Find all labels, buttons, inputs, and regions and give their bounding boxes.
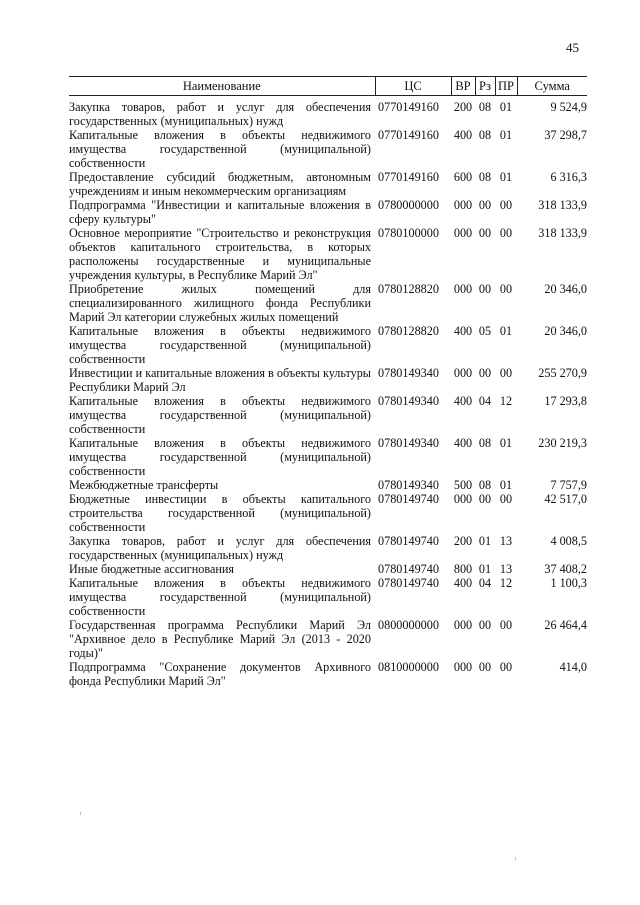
cell-rz: 00: [478, 660, 492, 674]
cell-sum: 6 316,3: [550, 170, 587, 184]
cell-cs: 0780149340: [378, 394, 439, 408]
cell-cs: 0770149160: [378, 128, 439, 142]
cell-name: Подпрограмма "Инвестиции и капитальные вложения в сферу культуры": [69, 198, 371, 226]
cell-name: Капитальные вложения в объекты недвижимого имущества государственной (муниципальной) собственности: [69, 128, 371, 170]
table-row: [69, 128, 587, 170]
cell-sum: 7 757,9: [550, 478, 587, 492]
cell-sum: 26 464,4: [544, 618, 587, 632]
table-row: [69, 478, 587, 492]
header-cs: ЦС: [375, 77, 451, 96]
header-vr: ВР: [451, 77, 475, 96]
cell-name: Капитальные вложения в объекты недвижимого имущества государственной (муниципальной) собственности: [69, 576, 371, 618]
cell-name: Подпрограмма "Сохранение документов Архивного фонда Республики Марий Эл": [69, 660, 371, 688]
cell-sum: 9 524,9: [550, 100, 587, 114]
cell-rz: 00: [478, 282, 492, 296]
cell-name: Межбюджетные трансферты: [69, 478, 219, 492]
scan-speck: [515, 857, 516, 860]
table-row: [69, 436, 587, 478]
cell-rz: 08: [478, 478, 492, 492]
cell-rz: 00: [478, 366, 492, 380]
header-name: Наименование: [69, 77, 375, 96]
cell-vr: 000: [453, 618, 473, 632]
table-header-row: [69, 77, 587, 96]
cell-pr: 13: [499, 562, 513, 576]
cell-vr: 600: [453, 170, 473, 184]
cell-cs: 0780149740: [378, 492, 439, 506]
cell-name: Закупка товаров, работ и услуг для обеспечения государственных (муниципальных) нужд: [69, 534, 371, 562]
table-row: [69, 96, 587, 129]
cell-pr: 01: [499, 436, 513, 450]
cell-sum: 318 133,9: [538, 226, 587, 240]
cell-name: Основное мероприятие "Строительство и реконструкция объектов капитального строительства, в которых расположены государственные и муниципальные учреждения культуры, в Республике Марий Эл": [69, 226, 371, 282]
cell-name: Закупка товаров, работ и услуг для обеспечения государственных (муниципальных) нужд: [69, 100, 371, 128]
cell-cs: 0770149160: [378, 170, 439, 184]
cell-rz: 08: [478, 128, 492, 142]
table-row: [69, 576, 587, 618]
cell-vr: 400: [453, 394, 473, 408]
cell-name: Капитальные вложения в объекты недвижимого имущества государственной (муниципальной) собственности: [69, 436, 371, 478]
cell-cs: 0770149160: [378, 100, 439, 114]
cell-rz: 01: [478, 534, 492, 548]
cell-vr: 000: [453, 660, 473, 674]
cell-cs: 0780000000: [378, 198, 439, 212]
cell-vr: 400: [453, 436, 473, 450]
cell-pr: 12: [499, 576, 513, 590]
cell-name: Бюджетные инвестиции в объекты капитального строительства государственной (муниципальной) собственности: [69, 492, 371, 534]
table-row: [69, 324, 587, 366]
cell-name: Инвестиции и капитальные вложения в объекты культуры Республики Марий Эл: [69, 366, 371, 394]
cell-pr: 00: [499, 492, 513, 506]
cell-pr: 01: [499, 324, 513, 338]
header-pr: ПР: [495, 77, 517, 96]
cell-vr: 000: [453, 282, 473, 296]
cell-rz: 00: [478, 198, 492, 212]
cell-rz: 04: [478, 394, 492, 408]
cell-rz: 00: [478, 492, 492, 506]
cell-cs: 0810000000: [378, 660, 439, 674]
cell-rz: 08: [478, 436, 492, 450]
table-row: [69, 366, 587, 394]
cell-cs: 0780128820: [378, 324, 439, 338]
cell-rz: 08: [478, 170, 492, 184]
cell-pr: 00: [499, 660, 513, 674]
cell-sum: 1 100,3: [550, 576, 587, 590]
cell-vr: 800: [453, 562, 473, 576]
cell-pr: 01: [499, 170, 513, 184]
cell-sum: 318 133,9: [538, 198, 587, 212]
table-row: [69, 618, 587, 660]
cell-name: Капитальные вложения в объекты недвижимого имущества государственной (муниципальной) собственности: [69, 394, 371, 436]
cell-rz: 04: [478, 576, 492, 590]
cell-name: Приобретение жилых помещений для специализированного жилищного фонда Республики Марий Эл категории служебных жилых помещений: [69, 282, 371, 324]
cell-sum: 42 517,0: [544, 492, 587, 506]
table-row: [69, 534, 587, 562]
cell-pr: 00: [499, 226, 513, 240]
cell-pr: 00: [499, 618, 513, 632]
table-row: [69, 660, 587, 688]
cell-pr: 00: [499, 282, 513, 296]
cell-pr: 01: [499, 128, 513, 142]
cell-sum: 230 219,3: [538, 436, 587, 450]
header-sum: Сумма: [517, 77, 587, 96]
cell-sum: 4 008,5: [550, 534, 587, 548]
cell-pr: 13: [499, 534, 513, 548]
budget-table: [69, 76, 587, 688]
cell-cs: 0780149740: [378, 534, 439, 548]
cell-rz: 01: [478, 562, 492, 576]
table-body: [69, 96, 587, 689]
cell-cs: 0780100000: [378, 226, 439, 240]
cell-name: Иные бюджетные ассигнования: [69, 562, 235, 576]
table-row: [69, 394, 587, 436]
cell-vr: 000: [453, 492, 473, 506]
cell-vr: 400: [453, 576, 473, 590]
cell-cs: 0800000000: [378, 618, 439, 632]
cell-vr: 200: [453, 100, 473, 114]
cell-rz: 00: [478, 618, 492, 632]
cell-vr: 000: [453, 366, 473, 380]
cell-sum: 37 298,7: [544, 128, 587, 142]
cell-sum: 414,0: [559, 660, 587, 674]
table-row: [69, 562, 587, 576]
cell-rz: 05: [478, 324, 492, 338]
table-row: [69, 170, 587, 198]
cell-vr: 400: [453, 128, 473, 142]
cell-sum: 37 408,2: [544, 562, 587, 576]
cell-name: Предоставление субсидий бюджетным, автономным учреждениям и иным некоммерческим организациям: [69, 170, 371, 198]
cell-sum: 20 346,0: [544, 324, 587, 338]
cell-rz: 00: [478, 226, 492, 240]
cell-cs: 0780149340: [378, 366, 439, 380]
cell-cs: 0780149340: [378, 436, 439, 450]
cell-rz: 08: [478, 100, 492, 114]
cell-sum: 20 346,0: [544, 282, 587, 296]
cell-vr: 400: [453, 324, 473, 338]
cell-pr: 00: [499, 198, 513, 212]
cell-vr: 000: [453, 226, 473, 240]
header-rz: Рз: [475, 77, 495, 96]
cell-sum: 17 293,8: [544, 394, 587, 408]
cell-vr: 000: [453, 198, 473, 212]
table-row: [69, 198, 587, 226]
table-row: [69, 282, 587, 324]
scan-speck: [80, 812, 81, 815]
table-row: [69, 492, 587, 534]
cell-pr: 01: [499, 478, 513, 492]
cell-sum: 255 270,9: [538, 366, 587, 380]
cell-cs: 0780149340: [378, 478, 439, 492]
cell-vr: 500: [453, 478, 473, 492]
cell-cs: 0780128820: [378, 282, 439, 296]
cell-vr: 200: [453, 534, 473, 548]
cell-pr: 00: [499, 366, 513, 380]
cell-name: Капитальные вложения в объекты недвижимого имущества государственной (муниципальной) собственности: [69, 324, 371, 366]
page-number: 45: [566, 40, 579, 55]
cell-pr: 01: [499, 100, 513, 114]
cell-cs: 0780149740: [378, 562, 439, 576]
cell-name: Государственная программа Республики Марий Эл "Архивное дело в Республике Марий Эл (2013 - 2020 годы)": [69, 618, 371, 660]
cell-cs: 0780149740: [378, 576, 439, 590]
cell-pr: 12: [499, 394, 513, 408]
table-row: [69, 226, 587, 282]
